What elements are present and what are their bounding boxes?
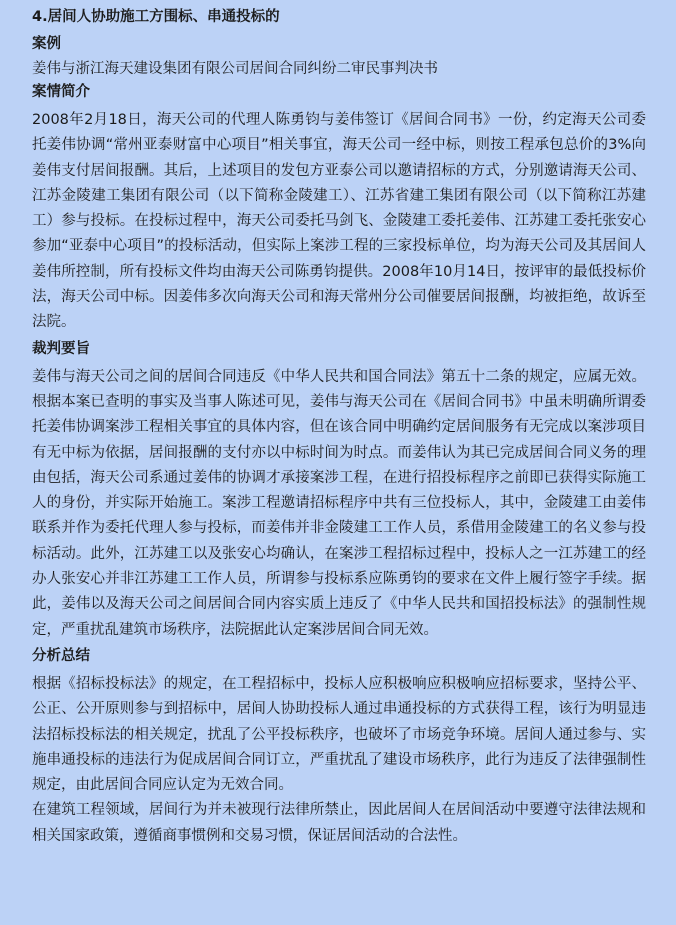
ruling-heading: 裁判要旨 [32, 340, 90, 357]
summary-text: 2008年2月18日，海天公司的代理人陈勇钧与姜伟签订《居间合同书》一份，约定海天公司委托姜伟协调“常州亚泰财富中心项目”相关事宜，海天公司一经中标，则按工程承包总价的3%向姜伟支付居间报酬。其后，上述项目的发包方亚泰公司以邀请招标的方式，分别邀请海天公司、江苏金陵建工集团有限公司（以下简称金陵建工）、江苏省建工集团有限公司（以下简称江苏建工）参与投标。在投标过程中，海天公司委托马剑飞、金陵建工委托姜伟、江苏建工委托张安心参加“亚泰中心项目”的投标活动，但实际上案涉工程的三家投标单位，均为海天公司及其居间人姜伟所控制，所有投标文件均由海天公司陈勇钧提供。2008年10月14日，按评审的最低投标价法，海天公司中标。因姜伟多次向海天公司和海天常州分公司催要居间报酬，均被拒绝，故诉至法院。 [32, 112, 646, 331]
summary-heading: 案情简介 [32, 84, 90, 100]
case-name: 姜伟与浙江海天建设集团有限公司居间合同纠纷二审民事判决书 [32, 61, 438, 77]
section-title: 4.居间人协助施工方围标、串通投标的 [32, 9, 280, 25]
case-heading: 案例 [32, 36, 61, 52]
analysis-paragraph-2: 在建筑工程领域，居间行为并未被现行法律所禁止，因此居间人在居间活动中要遵守法律法规和相关国家政策，遵循商事惯例和交易习惯，保证居间活动的合法性。 [32, 802, 646, 844]
ruling-text: 姜伟与海天公司之间的居间合同违反《中华人民共和国合同法》第五十二条的规定，应属无效。根据本案已查明的事实及当事人陈述可见，姜伟与海天公司在《居间合同书》中虽未明确所谓委托姜伟协调案涉工程相关事宜的具体内容，但在该合同中明确约定居间服务有无完成以案涉项目有无中标为依据，居间报酬的支付亦以中标时间为时点。而姜伟认为其已完成居间合同义务的理由包括，海天公司系通过姜伟的协调才承接案涉工程，在进行招投标程序之前即已获得实际施工人的身份，并实际开始施工。案涉工程邀请招标程序中共有三位投标人，其中，金陵建工由姜伟联系并作为委托代理人参与投标，而姜伟并非金陵建工工作人员，系借用金陵建工的名义参与投标活动。此外，江苏建工以及张安心均确认，在案涉工程招标过程中，投标人之一江苏建工的经办人张安心并非江苏建工工作人员，所谓参与投标系应陈勇钧的要求在文件上履行签字手续。据此，姜伟以及海天公司之间居间合同内容实质上违反了《中华人民共和国招投标法》的强制性规定，严重扰乱建筑市场秩序，法院据此认定案涉居间合同无效。 [32, 368, 646, 638]
analysis-heading: 分析总结 [32, 647, 90, 664]
analysis-paragraph-1: 根据《招标投标法》的规定，在工程招标中，投标人应积极响应积极响应招标要求，坚持公平、公正、公开原则参与到招标中，居间人协助投标人通过串通投标的方式获得工程，该行为明显违法招标投标法的相关规定，扰乱了公平投标秩序，也破坏了市场竞争环境。居间人通过参与、实施串通投标的违法行为促成居间合同订立，严重扰乱了建设市场秩序，此行为违反了法律强制性规定，由此居间合同应认定为无效合同。 [32, 675, 646, 794]
